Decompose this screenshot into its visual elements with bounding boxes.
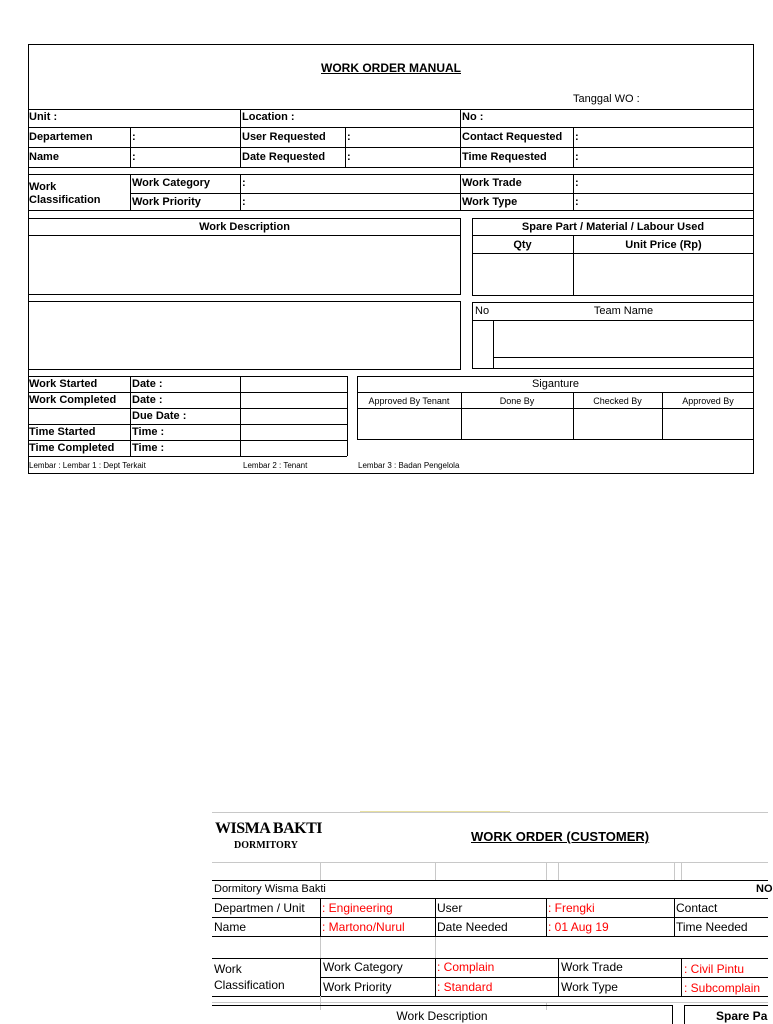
work-label: Work [214, 962, 242, 976]
lembar-2-note: Lembar 2 : Tenant [243, 461, 308, 470]
lembar-1-note: Lembar : Lembar 1 : Dept Terkait [29, 461, 146, 470]
departmen-unit-value: : Engineering [322, 901, 393, 915]
customer-form-title: WORK ORDER (CUSTOMER) [471, 829, 650, 844]
team-no-header: No [475, 305, 490, 317]
approved-by-label: Approved By [682, 396, 734, 406]
form-title: WORK ORDER MANUAL [321, 61, 461, 75]
departemen-colon: : [132, 131, 136, 143]
user-label: User [437, 901, 463, 915]
work-completed-label: Work Completed [29, 394, 117, 406]
customer-work-type-label: Work Type [561, 980, 618, 994]
time-started-time-label: Time : [132, 426, 165, 438]
work-started-label: Work Started [29, 378, 98, 390]
unit-label: Unit : [29, 111, 58, 123]
customer-work-category-value: : Complain [437, 960, 495, 974]
classification-label: Classification [214, 978, 285, 992]
work-description-heading: Work Description [199, 221, 290, 233]
contact-requested-label: Contact Requested [462, 131, 563, 143]
spare-part-heading-cut: Spare Pa [716, 1009, 768, 1023]
work-trade-label: Work Trade [462, 177, 522, 189]
departemen-label: Departemen [29, 131, 93, 143]
customer-work-priority-label: Work Priority [323, 980, 392, 994]
time-needed-label: Time Needed [676, 920, 748, 934]
user-value: : Frengki [548, 901, 595, 915]
work-category-colon: : [242, 177, 246, 189]
time-requested-colon: : [575, 151, 579, 163]
customer-work-trade-value: : Civil Pintu [684, 962, 745, 976]
work-notes-box [28, 301, 461, 370]
work-classification-label: Work Classification [29, 181, 101, 206]
date-needed-label: Date Needed [437, 920, 508, 934]
customer-work-category-label: Work Category [323, 960, 403, 974]
done-by-label: Done By [499, 396, 535, 406]
work-started-date-label: Date : [132, 378, 163, 390]
qty-header: Qty [513, 239, 532, 251]
customer-name-value: : Martono/Nurul [322, 920, 405, 934]
date-needed-value: : 01 Aug 19 [548, 920, 609, 934]
date-requested-label: Date Requested [242, 151, 326, 163]
time-started-label: Time Started [29, 426, 96, 438]
approved-by-tenant-label: Approved By Tenant [368, 396, 450, 406]
user-requested-label: User Requested [242, 131, 326, 143]
tanggal-wo-label: Tanggal WO : [573, 93, 640, 105]
wisma-bakti-logo: WISMA BAKTI [215, 820, 322, 837]
unit-price-header: Unit Price (Rp) [625, 239, 702, 251]
lembar-3-note: Lembar 3 : Badan Pengelola [358, 461, 460, 470]
work-category-label: Work Category [132, 177, 211, 189]
checked-by-label: Checked By [593, 396, 642, 406]
no-label: No : [462, 111, 484, 123]
user-requested-colon: : [347, 131, 351, 143]
team-name-header: Team Name [593, 305, 654, 317]
name-colon: : [132, 151, 136, 163]
due-date-label: Due Date : [132, 410, 187, 422]
no-label-cut: NO [756, 883, 773, 895]
work-priority-label: Work Priority [132, 196, 201, 208]
signature-heading: Siganture [531, 378, 580, 390]
contact-requested-colon: : [575, 131, 579, 143]
dormitory-name: Dormitory Wisma Bakti [214, 883, 326, 895]
work-priority-colon: : [242, 196, 246, 208]
time-completed-time-label: Time : [132, 442, 165, 454]
customer-work-priority-value: : Standard [437, 980, 493, 994]
customer-name-label: Name [214, 920, 247, 934]
work-type-colon: : [575, 196, 579, 208]
work-completed-date-label: Date : [132, 394, 163, 406]
date-requested-colon: : [347, 151, 351, 163]
work-type-label: Work Type [462, 196, 518, 208]
spare-part-heading: Spare Part / Material / Labour Used [521, 221, 705, 233]
departmen-unit-label: Departmen / Unit [214, 901, 305, 915]
work-trade-colon: : [575, 177, 579, 189]
time-completed-label: Time Completed [29, 442, 115, 454]
location-label: Location : [242, 111, 295, 123]
name-label: Name [29, 151, 59, 163]
customer-work-type-value: : Subcomplain [684, 981, 761, 995]
customer-work-trade-label: Work Trade [561, 960, 623, 974]
customer-work-description-heading: Work Description [396, 1009, 488, 1023]
time-requested-label: Time Requested [462, 151, 547, 163]
contact-label: Contact [676, 901, 718, 915]
dormitory-logo-subtitle: DORMITORY [234, 840, 298, 851]
